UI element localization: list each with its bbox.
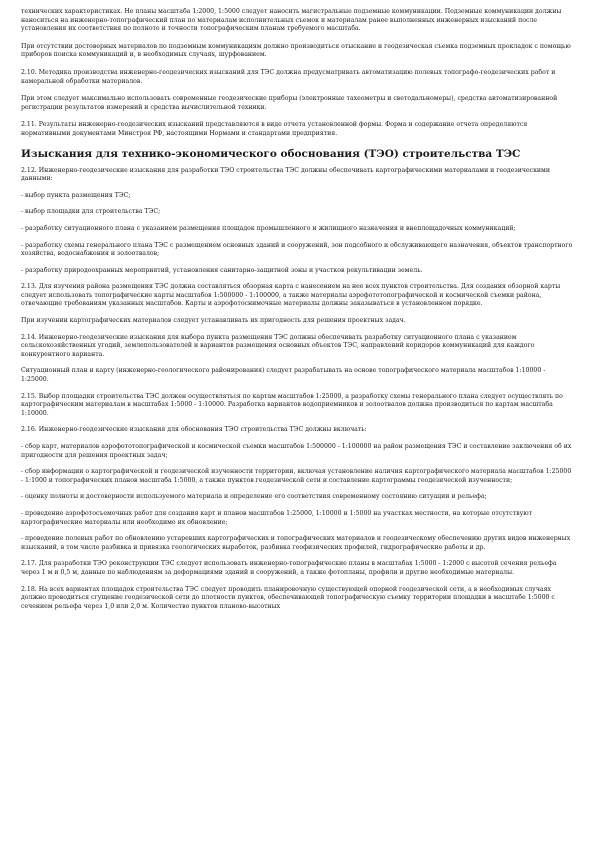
paragraph: 2.10. Методика производства инженерно-геодезических изысканий для ТЭС должна предусматривать автоматизацию полевых топографо-геодезических работ и камеральной обработки материалов. <box>21 68 556 85</box>
paragraph: 2.15. Выбор площадки строительства ТЭС должен осуществляться по картам масштабов 1:25000, а разработку схемы генерального плана следует осуществлять по картографическим материалам в масштабах 1:5000 - 1:10000. Разработка вариантов водоприемников и золоотвалов должна производиться по картам масштаба 1:10000. <box>21 392 563 417</box>
paragraph: 2.14. Инженерно-геодезические изыскания для выбора пункта размещения ТЭС должны обеспечивать разработку ситуационного плана с указанием сельскохозяйственных угодий, землепользователей и вариантов размещения основных объектов ТЭС, направлений коридоров коммуникаций для каждого конкурентного варианта. <box>21 333 535 358</box>
paragraph: При этом следует максимально использовать современные геодезические приборы (электронные тахеометры и светодальномеры), средства автоматизированной регистрации результатов измерений и средства вычислительной техники. <box>21 95 558 111</box>
paragraph: 2.18. На всех вариантах площадок строительства ТЭС следует проводить планировочную существующей опорной геодезической сети, а в необходимых случаях должно проводиться сгущение геодезической сети до плотности пунктов, обеспечивающей топографическую съемку территории площадки в масштабе 1:5000 с сечением рельефа через 1,0 или 2,0 м. Количество пунктов планово-высотных <box>21 585 555 610</box>
list-item: - проведение аэрофотосъемочных работ для создания карт и планов масштабов 1:25000, 1:10000 и 1:5000 на участках местности, на которые отсутствуют картографические материалы или необходимо их обновление; <box>21 509 533 526</box>
list-item: - разработку ситуационного плана с указанием размещения площадок промышленного и жилищного назначения и внеплощадочных коммуникаций; <box>21 224 516 232</box>
list-item: - сбор карт, материалов аэрофототопографической и космической съемки масштабов 1:500000 - 1:100000 на район размещения ТЭС и составление заключения об их пригодности для решения проектных задач; <box>21 443 572 459</box>
section-heading: Изыскания для технико-экономического обоснования (ТЭО) строительства ТЭС <box>21 147 521 160</box>
paragraph: 2.17. Для разработки ТЭО реконструкции ТЭС следует использовать инженерно-топографические планы в масштабах 1:5000 - 1:2000 с высотой сечения рельефа через 1 м и 0,5 м, данные по наблюдениям за деформациями зданий и сооружений, а также фотопланы, профили и другие необходимые материалы. <box>21 560 557 576</box>
paragraph: 2.13. Для изучения района размещения ТЭС должна составляться обзорная карта с нанесением на нее всех пунктов строительства. Для создания обзорной карты следует использовать топографические карты масштабов 1:500000 - 1:100000, а также материалы аэрофототопографической и космической съемки района, отвечающие требованиям указанных масштабов. Карты и аэрофотоснимочные материалы должны заказываться в установленном порядке. <box>21 283 561 308</box>
paragraph: При отсутствии достоверных материалов по подземным коммуникациям должно производиться отыскание и геодезическая съемка подземных прокладок с помощью приборов поиска коммуникаций и, в необходимых случаях, шурфованием. <box>21 42 571 59</box>
paragraph: технических характеристиках. Не планы масштаба 1:2000, 1:5000 следует наносить магистральные подземные коммуникации. Подземные коммуникации должны наноситься на инженерно-топографический план по материалам исполнительных съемок и материалам ранее выполненных инженерных изысканий после установления их соответствия по полноте и точности топографическим планам требуемого масштаба. <box>21 8 562 33</box>
list-item: - оценку полноты и достоверности используемого материала и определение его соответствия современному состоянию ситуации и рельефа; <box>21 493 487 501</box>
paragraph: 2.11. Результаты инженерно-геодезических изысканий представляются в виде отчета установленной формы. Форма и содержание отчета определяются нормативными документами Минстроя РФ, настоящими Нормами и стандартами предприятия. <box>21 121 528 137</box>
paragraph: 2.16. Инженерно-геодезические изыскания для обоснования ТЭО строительства ТЭС должны включать: <box>21 426 367 434</box>
list-item: - разработку природоохранных мероприятий, установления санитарно-защитной зоны и участков рекультивации земель. <box>21 266 423 274</box>
list-item: - сбор информации о картографической и геодезической изученности территории, включая установление наличия картографического материала масштабов 1:25000 - 1:1000 и топографических планов масштаба 1:5000, а также пунктов геодезической сети и составление картограммы геодезической изученности; <box>21 468 572 484</box>
paragraph: Ситуационный план и карту (инженерно-геологического районирования) следует разрабатывать на основе топографического материала масштабов 1:10000 - 1:25000. <box>21 367 546 384</box>
list-item: - проведение полевых работ по обновлению устаревших картографических и топографических материалов и геодезическому обеспечению других видов инженерных изысканий, в том числе разбивка и привязка геологических выработок, разбивка геофизических профилей, гидрографические работы и др. <box>21 535 571 551</box>
list-item: - разработку схемы генерального плана ТЭС с размещением основных зданий и сооружений, зон подсобного и обслуживающего назначения, объектов транспортного хозяйства, водоснабжения и золоотвалов; <box>21 241 573 258</box>
paragraph: 2.12. Инженерно-геодезические изыскания для разработки ТЭО строительства ТЭС должны обеспечивать картографическими материалами и геодезическими данными: <box>21 166 550 183</box>
list-item: - выбор площадки для строительства ТЭС; <box>21 208 161 216</box>
list-item: - выбор пункта размещения ТЭС; <box>21 191 131 199</box>
paragraph: При изучении картографических материалов следует устанавливать их пригодность для решения проектных задач. <box>21 317 406 325</box>
